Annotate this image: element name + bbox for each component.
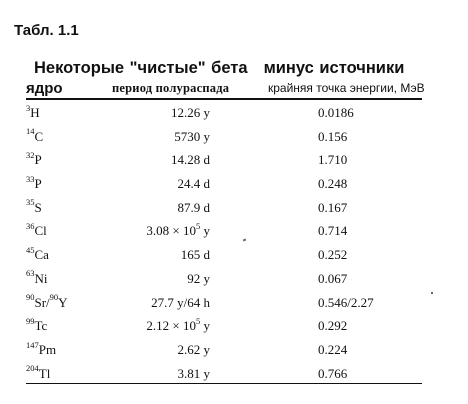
energy-cell: 1.710 bbox=[318, 152, 348, 168]
nucleus-cell: $^{14}$C bbox=[26, 126, 44, 144]
table-body bbox=[0, 101, 468, 385]
nucleus-cell: $^{99}$Tc bbox=[26, 315, 48, 334]
halflife-cell: $2.12 \times 10^5$ y bbox=[146, 315, 210, 334]
table-bottom-rule bbox=[26, 383, 422, 384]
table-title bbox=[34, 59, 404, 78]
nucleus-cell: $^{63}$Ni bbox=[26, 268, 48, 286]
column-header-energy: крайняя точка энергии, МэВ bbox=[268, 81, 425, 95]
table-row bbox=[0, 219, 468, 243]
table-row bbox=[0, 338, 468, 362]
table-row bbox=[0, 362, 468, 386]
table-row bbox=[0, 291, 468, 315]
energy-cell: 0.766 bbox=[318, 365, 348, 381]
halflife-cell: 24.4 d bbox=[177, 176, 210, 192]
nucleus-cell: $^{45}$Ca bbox=[26, 244, 49, 263]
halflife-cell: 5730 y bbox=[174, 128, 210, 144]
nucleus-cell: $^{204}$Tl bbox=[26, 363, 51, 381]
energy-cell: 0.248 bbox=[318, 176, 348, 192]
table-row bbox=[0, 101, 468, 125]
table-caption: Табл. 1.1 bbox=[14, 22, 79, 39]
table-row bbox=[0, 125, 468, 149]
nucleus-cell: $^{32}$P bbox=[26, 150, 42, 168]
energy-cell: 0.252 bbox=[318, 247, 348, 263]
energy-cell: 0.067 bbox=[318, 270, 348, 286]
halflife-cell: 92 y bbox=[187, 270, 210, 286]
table-top-rule bbox=[26, 98, 422, 100]
table-title-right: минус источники bbox=[263, 59, 405, 77]
halflife-cell: 12.26 y bbox=[171, 105, 210, 120]
halflife-cell: 3.81 y bbox=[177, 365, 210, 381]
nucleus-cell: $^{147}$Pm bbox=[26, 339, 57, 357]
table-row bbox=[0, 148, 468, 172]
table-row bbox=[0, 267, 468, 291]
halflife-cell: 27.7 y/64 h bbox=[151, 294, 210, 310]
halflife-cell: 2.62 y bbox=[177, 341, 210, 357]
table-row bbox=[0, 172, 468, 196]
energy-cell: 0.546/2.27 bbox=[318, 294, 374, 310]
nucleus-cell: $^{35}$S bbox=[26, 197, 42, 215]
nucleus-cell: $^3$H bbox=[26, 102, 40, 120]
column-header-nucleus: ядро bbox=[26, 80, 63, 97]
nucleus-cell: $^{36}$Cl bbox=[26, 221, 47, 239]
nucleus-cell: $^{90}$Sr/$^{90}$Y bbox=[26, 292, 68, 310]
scan-speck bbox=[431, 292, 433, 294]
halflife-cell: 87.9 d bbox=[177, 199, 210, 215]
table-row bbox=[0, 314, 468, 338]
energy-cell: 0.167 bbox=[318, 199, 348, 215]
nucleus-cell: $^{33}$P bbox=[26, 173, 42, 192]
halflife-cell: 165 d bbox=[180, 247, 210, 263]
table-row bbox=[0, 243, 468, 267]
energy-cell: 0.0186 bbox=[318, 105, 354, 120]
table-title-left: Некоторые "чистые" бета bbox=[34, 59, 248, 77]
halflife-cell: 14.28 d bbox=[171, 152, 210, 168]
energy-cell: 0.714 bbox=[318, 223, 348, 239]
table-row bbox=[0, 196, 468, 220]
energy-cell: 0.156 bbox=[318, 128, 348, 144]
column-header-halflife: период полураспада bbox=[112, 81, 230, 95]
energy-cell: 0.292 bbox=[318, 318, 348, 334]
energy-cell: 0.224 bbox=[318, 341, 348, 357]
halflife-cell: $3.08 \times 10^5$ y bbox=[146, 221, 210, 239]
